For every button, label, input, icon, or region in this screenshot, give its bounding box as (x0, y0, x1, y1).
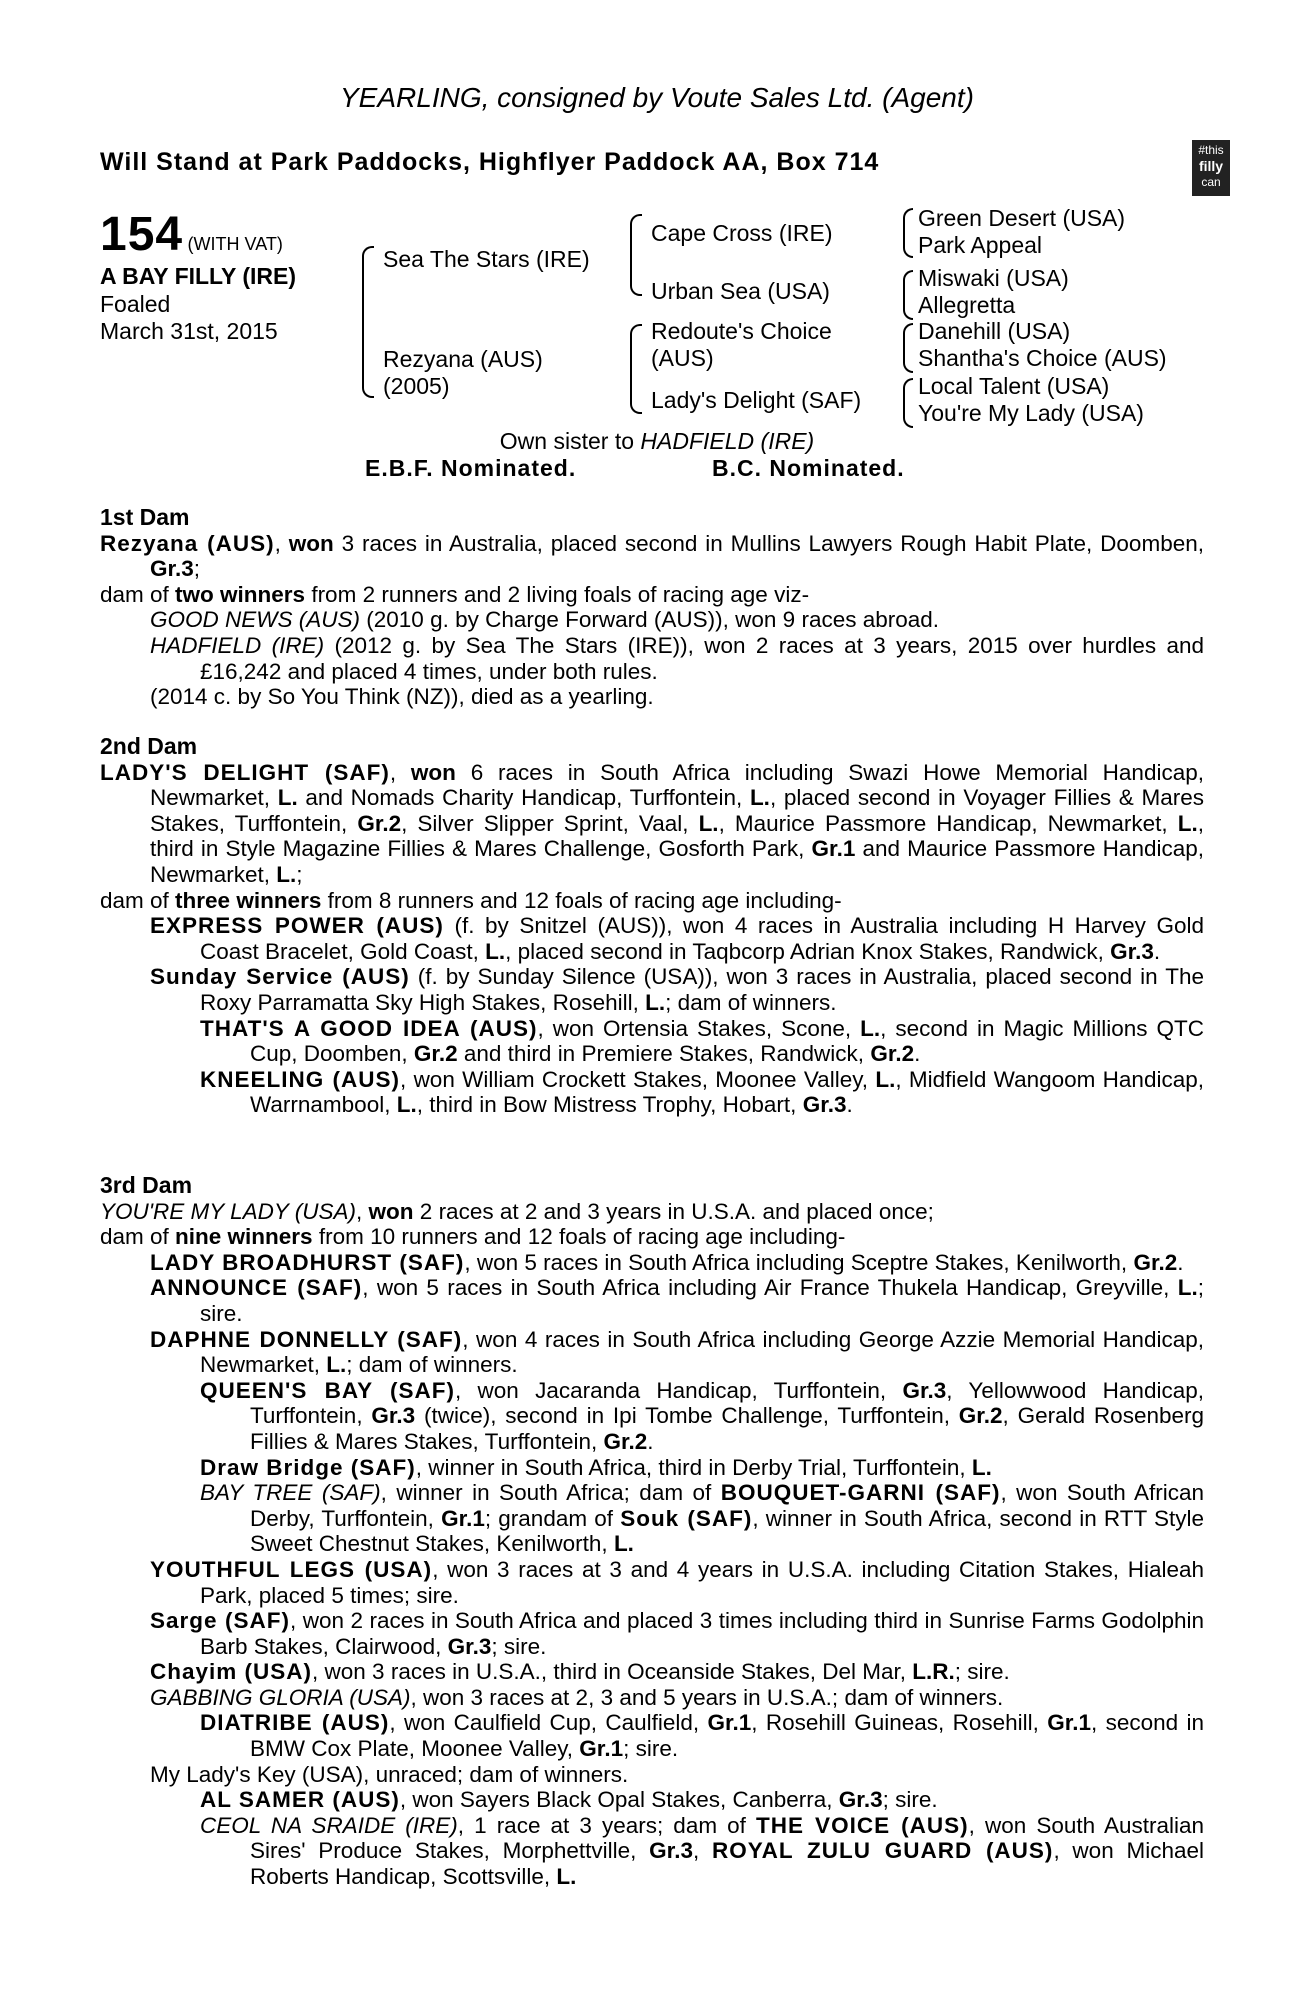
third-dam-produce-summary: dam of nine winners from 10 runners and 12 foals of racing age including- (100, 1224, 846, 1250)
first-dam-heading: 1st Dam (100, 504, 190, 530)
badge-line-3: can (1201, 175, 1221, 189)
gen4-brace-1 (903, 208, 913, 258)
second-dam-produce-2b: KNEELING (AUS), won William Crockett Stakes, Moonee Valley, L., Midfield Wangoom Handicap, Warrnambool, L., third in Bow Mistress Trophy, Hobart, Gr.3. (200, 1066, 1204, 1118)
own-sister-name: HADFIELD (IRE) (640, 428, 815, 454)
third-dam-record: YOU'RE MY LADY (USA), won 2 races at 2 and 3 years in U.S.A. and placed once; (100, 1198, 934, 1224)
second-dam-produce-1: EXPRESS POWER (AUS) (f. by Snitzel (AUS)), won 4 races in Australia including H Harvey Gold Coast Bracelet, Gold Coast, L., placed second in Taqbcorp Adrian Knox Stakes, Randwick, Gr.3. (150, 913, 1204, 964)
consignment-line: YEARLING, consigned by Voute Sales Ltd. (Agent) (340, 82, 974, 113)
third-dam-section (100, 1173, 1204, 1890)
pedigree-sire-sire: Cape Cross (IRE) (651, 220, 833, 246)
second-dam-produce-2a: THAT'S A GOOD IDEA (AUS), won Ortensia Stakes, Scone, L., second in Magic Millions QTC Cup, Doomben, Gr.2 and third in Premiere Stakes, Randwick, Gr.2. (200, 1015, 1205, 1067)
third-dam-produce-3a: QUEEN'S BAY (SAF), won Jacaranda Handicap, Turffontein, Gr.3, Yellowwood Handicap, Turffontein, Gr.3 (twice), second in Ipi Tombe Challenge, Turffontein, Gr.2, Gerald Rosenberg Fillies & Mares Stakes, Turffontein, Gr.2. (200, 1377, 1205, 1454)
second-dam-produce-summary: dam of three winners from 8 runners and 12 foals of racing age including- (100, 887, 842, 913)
second-dam-produce-2: Sunday Service (AUS) (f. by Sunday Silence (USA)), won 3 races in Australia, placed second in The Roxy Parramatta Sky High Stakes, Rosehill, L.; dam of winners. (150, 964, 1205, 1015)
pedigree-gen4-3: Miswaki (USA) (918, 265, 1069, 291)
first-dam-produce-1: GOOD NEWS (AUS) (2010 g. by Charge Forward (AUS)), won 9 races abroad. (150, 607, 940, 633)
pedigree-dam-sire (651, 318, 832, 372)
stand-location: Will Stand at Park Paddocks, Highflyer Paddock AA, Box 714 (100, 148, 880, 176)
pedigree-dam-year: (2005) (383, 373, 450, 399)
third-dam-produce-4: YOUTHFUL LEGS (USA), won 3 races at 3 and 4 years in U.S.A. including Citation Stakes, Hialeah Park, placed 5 times; sire. (150, 1556, 1204, 1608)
pedigree-gen4-7: Local Talent (USA) (918, 373, 1110, 399)
ebf-nominated: E.B.F. Nominated. (365, 455, 577, 481)
third-dam-produce-7a: DIATRIBE (AUS), won Caulfield Cup, Caulfield, Gr.1, Rosehill Guineas, Rosehill, Gr.1, second in BMW Cox Plate, Moonee Valley, Gr.1; sire. (200, 1710, 1204, 1762)
third-dam-produce-7: GABBING GLORIA (USA), won 3 races at 2, 3 and 5 years in U.S.A.; dam of winners. (150, 1684, 1004, 1710)
second-dam-heading: 2nd Dam (100, 733, 198, 759)
pedigree-gen4-4: Allegretta (918, 292, 1016, 318)
pedigree-dam (383, 346, 543, 400)
first-dam-produce-3: (2014 c. by So You Think (NZ)), died as a yearling. (150, 684, 654, 710)
gen4-brace-4 (903, 378, 913, 428)
pedigree-gen4-2: Park Appeal (918, 232, 1043, 258)
pedigree-sire-dam: Urban Sea (USA) (651, 278, 830, 304)
pedigree-dam-sire-name: Redoute's Choice (651, 318, 832, 344)
third-dam-produce-3c: BAY TREE (SAF), winner in South Africa; dam of BOUQUET-GARNI (SAF), won South African Derby, Turffontein, Gr.1; grandam of Souk (SAF), winner in South Africa, second in RTT Style Sweet Chestnut Stakes, Kenilworth, L. (200, 1480, 1205, 1557)
own-sister-label: Own sister to (499, 428, 641, 454)
third-dam-produce-6: Chayim (USA), won 3 races in U.S.A., third in Oceanside Stakes, Del Mar, L.R.; sire. (150, 1659, 1010, 1685)
pedigree-sire: Sea The Stars (IRE) (383, 246, 590, 272)
third-dam-produce-2: ANNOUNCE (SAF), won 5 races in South Africa including Air France Thukela Handicap, Greyville, L.; sire. (150, 1275, 1204, 1326)
third-dam-produce-8b: CEOL NA SRAIDE (IRE), 1 race at 3 years; dam of THE VOICE (AUS), won South Australian Sires' Produce Stakes, Morphettville, Gr.3, ROYAL ZULU GUARD (AUS), won Michael Roberts Handicap, Scottsville, L. (200, 1812, 1204, 1890)
hashtag-badge (1192, 140, 1230, 196)
gen4-brace-3 (903, 323, 913, 373)
second-dam-section (100, 734, 1204, 1118)
horse-name: A BAY FILLY (IRE) (100, 263, 296, 289)
first-dam-section (100, 505, 1204, 710)
third-dam-produce-8: My Lady's Key (USA), unraced; dam of winners. (150, 1761, 629, 1787)
foaled-label: Foaled (100, 291, 171, 317)
pedigree-dam-dam: Lady's Delight (SAF) (651, 387, 862, 413)
badge-line-1: #this (1198, 143, 1224, 157)
lot-number: 154 (100, 208, 184, 261)
dam-brace (630, 324, 642, 414)
sire-brace (630, 214, 642, 296)
first-dam-record: Rezyana (AUS), won 3 races in Australia, placed second in Mullins Lawyers Rough Habit Plate, Doomben, Gr.3; (100, 530, 1204, 582)
second-dam-record: LADY'S DELIGHT (SAF), won 6 races in South Africa including Swazi Howe Memorial Handicap, Newmarket, L. and Nomads Charity Handicap, Turffontein, L., placed second in Voyager Fillies & Mares Stakes, Turffontein, Gr.2, Silver Slipper Sprint, Vaal, L., Maurice Passmore Handicap, Newmarket, L., third in Style Magazine Fillies & Mares Challenge, Gosforth Park, Gr.1 and Maurice Passmore Handicap, Newmarket, L.; (100, 759, 1205, 887)
gen4-brace-2 (903, 270, 913, 320)
third-dam-produce-5: Sarge (SAF), won 2 races in South Africa and placed 3 times including third in Sunrise Farms Godolphin Barb Stakes, Clairwood, Gr.3; sire. (150, 1608, 1204, 1659)
first-dam-produce-summary: dam of two winners from 2 runners and 2 living foals of racing age viz- (100, 581, 810, 607)
third-dam-produce-1: LADY BROADHURST (SAF), won 5 races in South Africa including Sceptre Stakes, Kenilworth, Gr.2. (150, 1249, 1184, 1275)
lot-number-block (100, 207, 283, 262)
third-dam-produce-8a: AL SAMER (AUS), won Sayers Black Opal Stakes, Canberra, Gr.3; sire. (200, 1787, 938, 1813)
badge-line-2: filly (1198, 158, 1224, 174)
sire-dam-brace (362, 246, 374, 398)
foaled-info (100, 291, 278, 345)
third-dam-produce-3: DAPHNE DONNELLY (SAF), won 4 races in South Africa including George Azzie Memorial Handicap, Newmarket, L.; dam of winners. (150, 1326, 1204, 1378)
bc-nominated: B.C. Nominated. (712, 455, 905, 481)
pedigree-gen4-8: You're My Lady (USA) (918, 400, 1144, 426)
own-sister-line (0, 428, 1314, 455)
vat-label: (WITH VAT) (187, 234, 283, 254)
pedigree-gen4-6: Shantha's Choice (AUS) (918, 345, 1167, 371)
pedigree-gen4-1: Green Desert (USA) (918, 205, 1126, 231)
pedigree-dam-sire-country: (AUS) (651, 345, 714, 371)
third-dam-heading: 3rd Dam (100, 1172, 193, 1198)
first-dam-produce-2: HADFIELD (IRE) (2012 g. by Sea The Stars (IRE)), won 2 races at 3 years, 2015 over hurdles and £16,242 and placed 4 times, under both rules. (150, 632, 1204, 684)
third-dam-produce-3b: Draw Bridge (SAF), winner in South Africa, third in Derby Trial, Turffontein, L. (200, 1454, 992, 1480)
foaled-date: March 31st, 2015 (100, 318, 278, 344)
pedigree-dam-name: Rezyana (AUS) (383, 346, 543, 372)
pedigree-gen4-5: Danehill (USA) (918, 318, 1071, 344)
